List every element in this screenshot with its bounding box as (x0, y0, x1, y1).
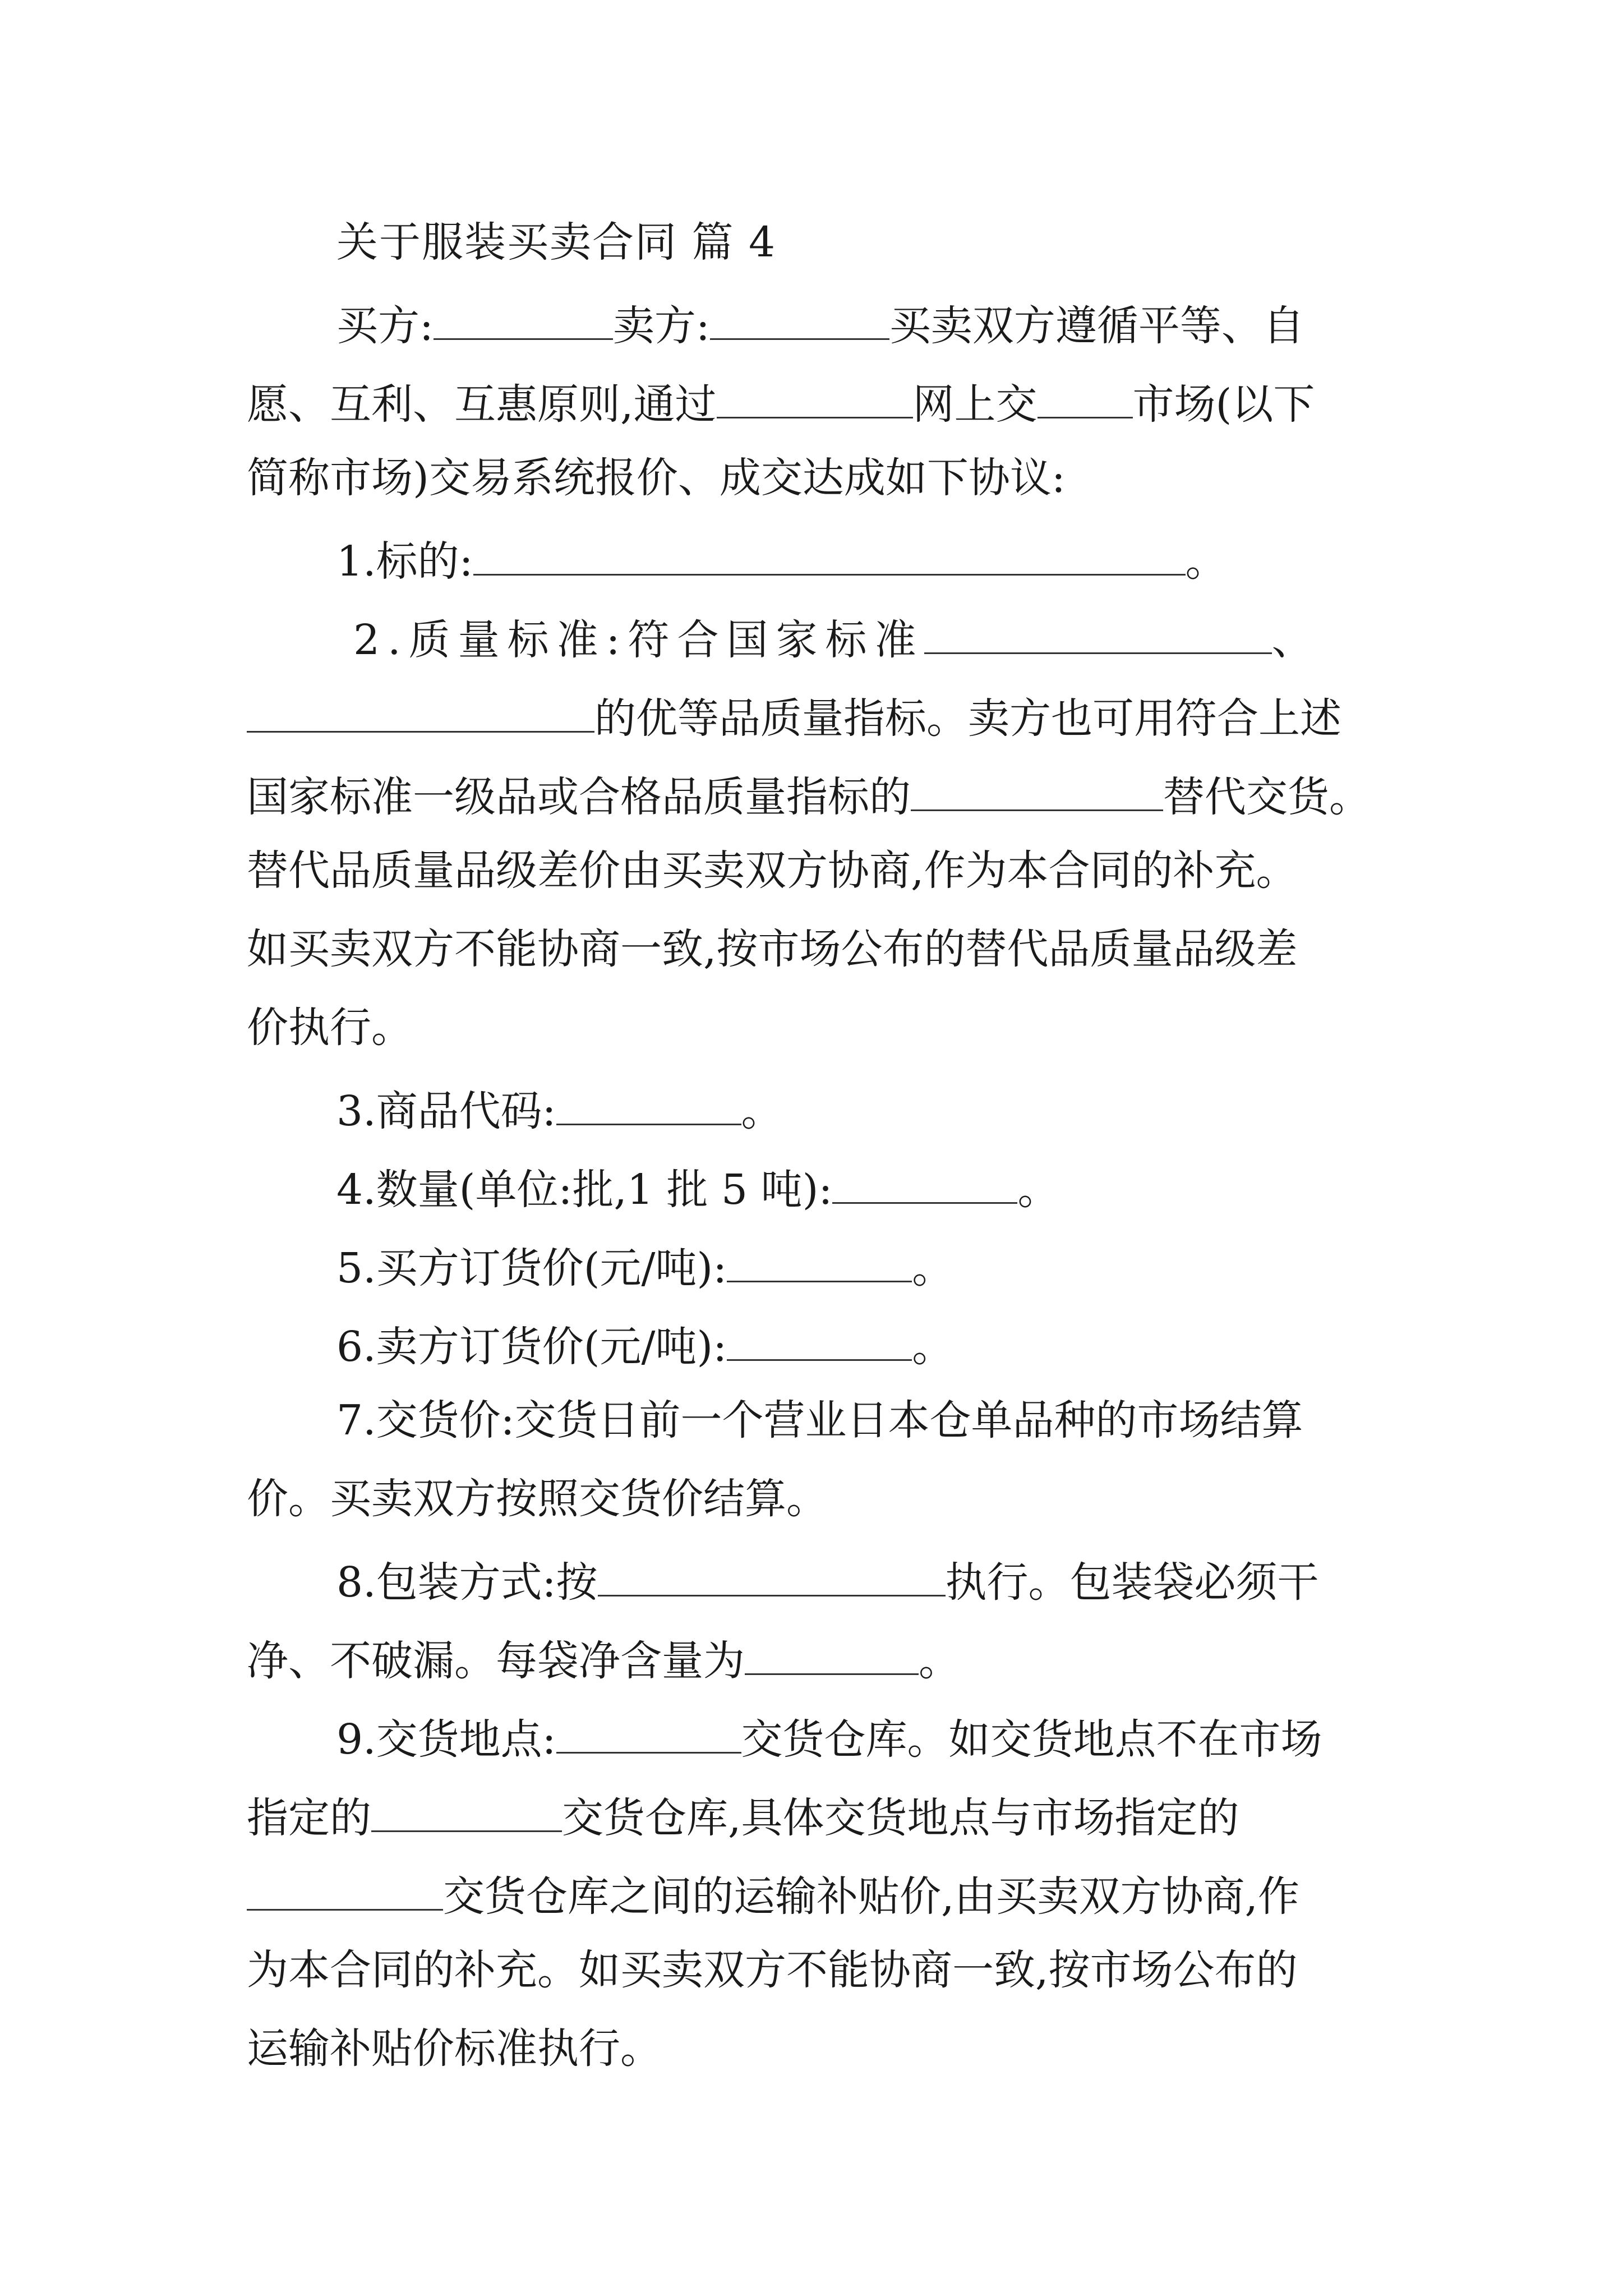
paragraph-line (247, 846, 1298, 895)
paragraph-line (336, 1714, 1322, 1764)
text-segment: 替代品质量品级差价由买卖双方协商,作为本合同的补充。 (247, 846, 1298, 895)
fill-blank (911, 771, 1163, 811)
text-segment: 买卖双方遵循平等、自 (889, 302, 1304, 351)
text-segment: 简称市场)交易系统报价、成交达成如下协议: (247, 454, 1066, 502)
text-segment: 。 (912, 1323, 954, 1372)
fill-blank (727, 1243, 912, 1282)
fill-blank (727, 1321, 912, 1361)
text-segment: 市场(以下 (1132, 380, 1315, 429)
text-segment: 执行。包装袋必须干 (945, 1558, 1319, 1607)
text-segment: 网上交 (912, 380, 1038, 429)
text-segment: 国家标准一级品或合格品质量指标的 (247, 773, 911, 822)
text-segment: 4.数量(单位:批,1 批 5 吨): (336, 1166, 833, 1214)
text-segment: 2.质量标准:符合国家标准 (353, 616, 924, 665)
text-segment: 。 (912, 1244, 954, 1293)
fill-blank (473, 536, 1186, 576)
paragraph-line (247, 925, 1298, 973)
paragraph-line (336, 1243, 954, 1293)
text-segment: 6.卖方订货价(元/吨): (336, 1323, 727, 1372)
fill-blank (434, 300, 613, 340)
paragraph-line (336, 1396, 1303, 1444)
text-segment: 交货仓库,具体交货地点与市场指定的 (562, 1794, 1239, 1843)
text-segment: 5.买方订货价(元/吨): (336, 1244, 727, 1293)
text-segment: 9.交货地点: (336, 1715, 556, 1764)
paragraph-line (336, 1164, 1059, 1214)
paragraph-line (336, 1321, 954, 1372)
fill-blank (556, 1714, 741, 1754)
fill-blank (717, 379, 913, 418)
text-segment: 指定的 (247, 1794, 371, 1843)
fill-blank (745, 1635, 919, 1675)
text-segment: 价。买卖双方按照交货价结算。 (247, 1475, 828, 1523)
text-segment: 的优等品质量指标。卖方也可用符合上述 (594, 694, 1341, 743)
text-segment: 愿、互利、互惠原则,通过 (247, 380, 717, 429)
fill-blank (371, 1792, 562, 1832)
paragraph-line (247, 379, 1315, 429)
paragraph-line (353, 614, 1321, 665)
text-segment: 买方: (336, 302, 434, 351)
text-segment: 价执行。 (247, 1004, 413, 1052)
text-segment: 7.交货价:交货日前一个营业日本仓单品种的市场结算 (336, 1396, 1303, 1444)
text-segment: 如买卖双方不能协商一致,按市场公布的替代品质量品级差 (247, 925, 1298, 973)
text-segment: 、 (1271, 616, 1321, 665)
paragraph-line (336, 300, 1304, 351)
paragraph-line (247, 1635, 960, 1686)
paragraph-line (247, 1871, 1300, 1921)
paragraph-line (336, 536, 1227, 586)
paragraph-line (247, 1946, 1298, 1994)
fill-blank (556, 1085, 741, 1125)
fill-blank (710, 300, 889, 340)
fill-blank (1038, 379, 1133, 418)
fill-blank (832, 1164, 1017, 1204)
text-segment: 卖方: (612, 302, 710, 351)
text-segment: 3.商品代码: (336, 1087, 556, 1136)
text-segment: 1.标的: (336, 537, 473, 586)
paragraph-line (336, 1557, 1319, 1607)
text-segment: 。 (1185, 537, 1227, 586)
fill-blank (247, 1871, 443, 1911)
text-segment: 替代交货。 (1163, 773, 1371, 822)
paragraph-line (247, 1475, 828, 1523)
paragraph-line (247, 454, 1066, 502)
text-segment: 8.包装方式:按 (336, 1558, 598, 1607)
text-segment: 净、不破漏。每袋净含量为 (247, 1637, 745, 1686)
fill-blank (247, 693, 594, 733)
text-segment: 交货仓库之间的运输补贴价,由买卖双方协商,作 (443, 1872, 1300, 1921)
paragraph-line (247, 693, 1341, 743)
paragraph-line (247, 2024, 662, 2073)
text-segment: 。 (919, 1637, 960, 1686)
text-segment: 为本合同的补充。如买卖双方不能协商一致,按市场公布的 (247, 1946, 1298, 1994)
text-segment: 交货仓库。如交货地点不在市场 (741, 1715, 1322, 1764)
document-title: 关于服装买卖合同 篇 4 (336, 218, 777, 266)
fill-blank (924, 614, 1272, 654)
paragraph-line (247, 1792, 1239, 1843)
text-segment: 。 (1017, 1166, 1059, 1214)
text-segment: 运输补贴价标准执行。 (247, 2024, 662, 2073)
fill-blank (598, 1557, 946, 1596)
text-segment: 。 (741, 1087, 783, 1136)
paragraph-line (247, 771, 1371, 822)
paragraph-line (336, 1085, 783, 1136)
paragraph-line (247, 1004, 413, 1052)
